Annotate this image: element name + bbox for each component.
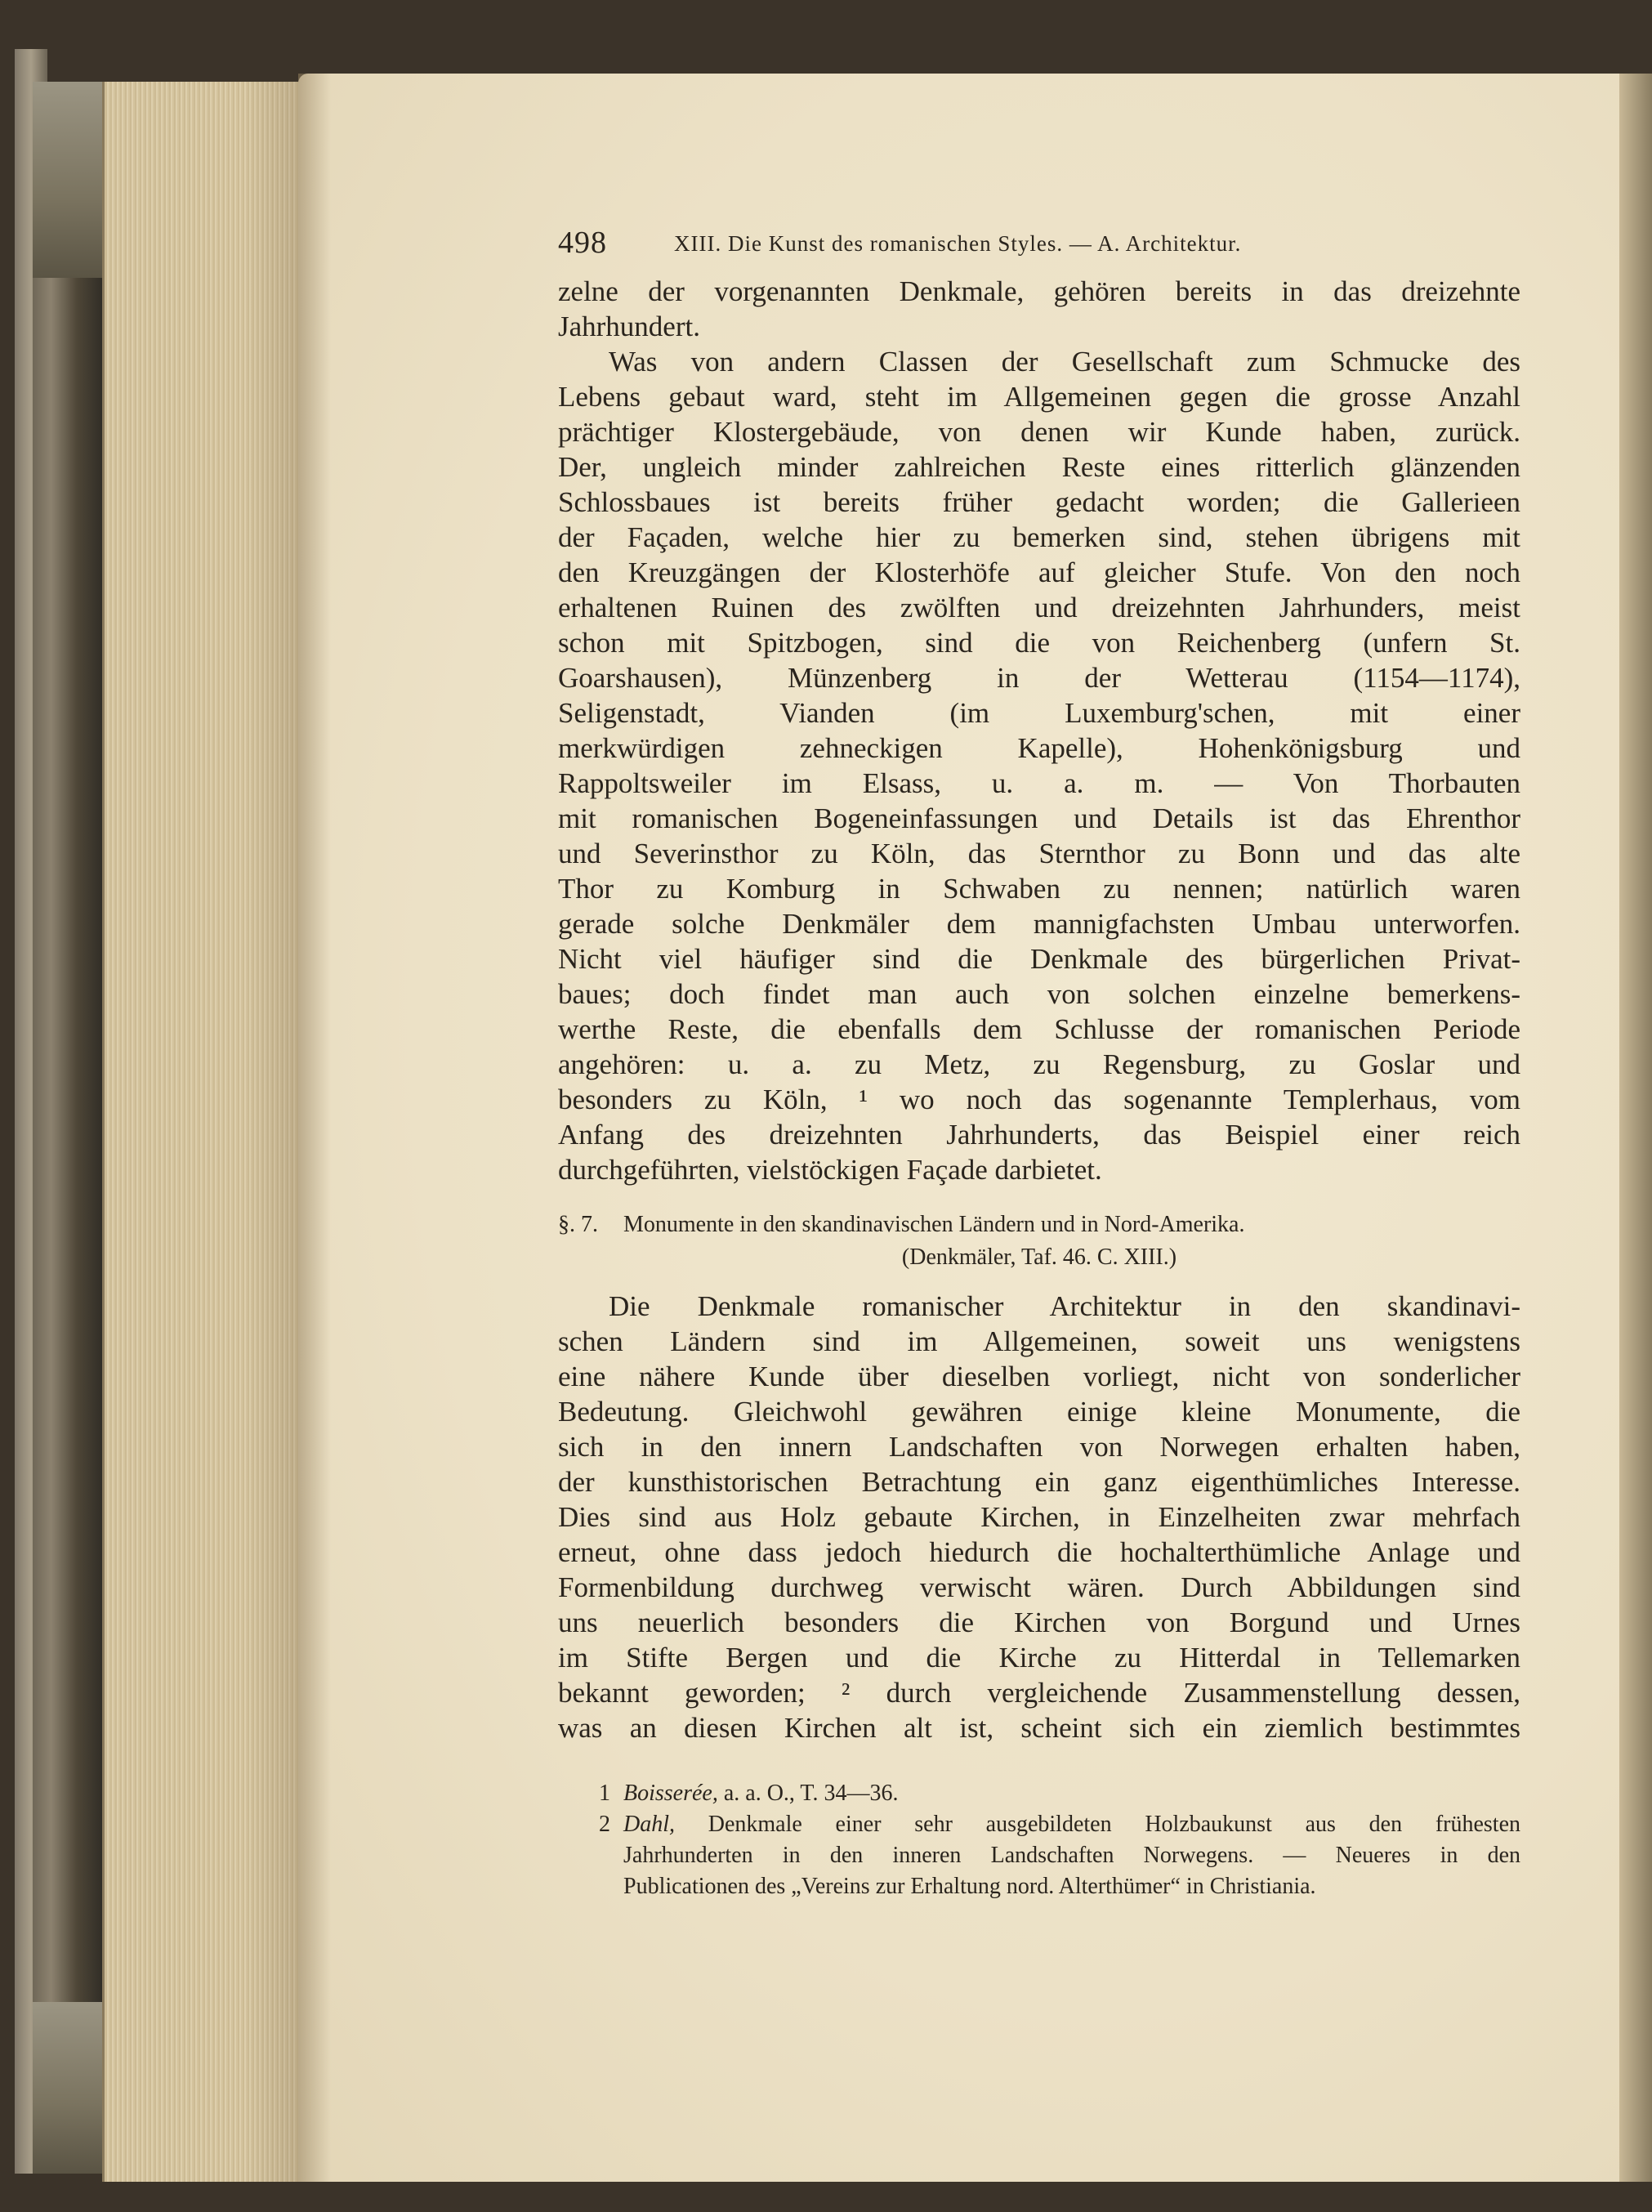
text-line: zelne der vorgenannten Denkmale, gehören bereits in das dreizehnte xyxy=(558,275,1520,307)
footnote-1 xyxy=(558,1778,1520,1809)
text-line: was an diesen Kirchen alt ist, scheint sich ein ziemlich bestimmtes xyxy=(558,1712,1520,1744)
text-line: Dies sind aus Holz gebaute Kirchen, in Einzelheiten zwar mehrfach xyxy=(558,1501,1520,1533)
footnote-author: Boisserée, xyxy=(623,1781,718,1806)
text-line: Rappoltsweiler im Elsass, u. a. m. — Von Thorbauten xyxy=(558,767,1520,799)
text-line: schen Ländern sind im Allgemeinen, soweit uns wenigstens xyxy=(558,1325,1520,1357)
text-line: durchgeführten, vielstöckigen Façade darbietet. xyxy=(558,1154,1102,1186)
body-paragraph-1 xyxy=(558,274,1520,1187)
text-line: mit romanischen Bogeneinfassungen und Details ist das Ehrenthor xyxy=(558,802,1520,834)
section-number: §. 7. xyxy=(558,1212,598,1237)
text-line: Lebens gebaut ward, steht im Allgemeinen gegen die grosse Anzahl xyxy=(558,381,1520,413)
text-line: Schlossbaues ist bereits früher gedacht worden; die Gallerieen xyxy=(558,486,1520,518)
footnote-text: a. a. O., T. 34—36. xyxy=(723,1781,899,1806)
text-line: und Severinsthor zu Köln, das Sternthor zu Bonn und das alte xyxy=(558,838,1520,869)
text-line: Thor zu Komburg in Schwaben zu nennen; natürlich waren xyxy=(558,873,1520,905)
page-gutter xyxy=(298,74,331,2182)
text-line: uns neuerlich besonders die Kirchen von Borgund und Urnes xyxy=(558,1606,1520,1638)
text-line: gerade solche Denkmäler dem mannigfachsten Umbau unterworfen. xyxy=(558,908,1520,940)
page-number: 498 xyxy=(558,226,607,260)
page-header xyxy=(558,225,1520,274)
footnote-gap xyxy=(558,1745,1520,1778)
page-stack-shadow xyxy=(245,82,302,2182)
text-line: schon mit Spitzbogen, sind die von Reichenberg (unfern St. xyxy=(558,627,1520,659)
text-line: Der, ungleich minder zahlreichen Reste eines ritterlich glänzenden xyxy=(558,451,1520,483)
text-line: besonders zu Köln, ¹ wo noch das sogenannte Templerhaus, vom xyxy=(558,1084,1520,1115)
text-line: Was von andern Classen der Gesellschaft zum Schmucke des xyxy=(609,346,1520,378)
section-heading xyxy=(558,1209,1520,1241)
footnote-author: Dahl, xyxy=(623,1812,675,1837)
text-line: Jahrhundert. xyxy=(558,311,700,342)
running-head: XIII. Die Kunst des romanischen Styles. — A. Architektur. xyxy=(674,231,1242,256)
text-line: merkwürdigen zehneckigen Kapelle), Hohenkönigsburg und xyxy=(558,732,1520,764)
footnote-marker: 2 xyxy=(599,1812,610,1837)
text-line: den Kreuzgängen der Klosterhöfe auf gleicher Stufe. Von den noch xyxy=(558,556,1520,588)
book-cover xyxy=(33,82,109,2174)
section-subtitle: (Denkmäler, Taf. 46. C. XIII.) xyxy=(901,1245,1177,1270)
text-line: Anfang des dreizehnten Jahrhunderts, das Beispiel einer reich xyxy=(558,1119,1520,1151)
text-line: im Stifte Bergen und die Kirche zu Hitterdal in Tellemarken xyxy=(558,1642,1520,1674)
footnotes xyxy=(558,1778,1520,1902)
page-text xyxy=(558,225,1520,1902)
text-line: sich in den innern Landschaften von Norwegen erhalten haben, xyxy=(558,1431,1520,1463)
text-line: Goarshausen), Münzenberg in der Wetterau (1154—1174), xyxy=(558,662,1520,694)
text-line: der kunsthistorischen Betrachtung ein ganz eigenthümliches Interesse. xyxy=(558,1466,1520,1498)
section-title: Monumente in den skandinavischen Ländern und in Nord-Amerika. xyxy=(623,1212,1245,1237)
footnote-2-line-3: Publicationen des „Vereins zur Erhaltung nord. Alterthümer“ in Christiania. xyxy=(623,1874,1316,1899)
text-line: erneut, ohne dass jedoch hiedurch die hochalterthümliche Anlage und xyxy=(558,1536,1520,1568)
text-line: angehören: u. a. zu Metz, zu Regensburg, zu Goslar und xyxy=(558,1048,1520,1080)
footnote-2 xyxy=(558,1809,1520,1840)
text-line: Nicht viel häufiger sind die Denkmale des bürgerlichen Privat- xyxy=(558,943,1520,975)
text-line: Bedeutung. Gleichwohl gewähren einige kleine Monumente, die xyxy=(558,1396,1520,1428)
footnote-2-line-2: Jahrhunderten in den inneren Landschaften Norwegens. — Neueres in den xyxy=(623,1843,1520,1868)
text-line: werthe Reste, die ebenfalls dem Schlusse der romanischen Periode xyxy=(558,1013,1520,1045)
text-line: der Façaden, welche hier zu bemerken sind, stehen übrigens mit xyxy=(558,521,1520,553)
text-line: bekannt geworden; ² durch vergleichende Zusammenstellung dessen, xyxy=(558,1677,1520,1709)
text-line: Formenbildung durchweg verwischt wären. Durch Abbildungen sind xyxy=(558,1571,1520,1603)
footnote-text: Denkmale einer sehr ausgebildeten Holzbaukunst aus den frühesten xyxy=(708,1812,1521,1837)
text-line: prächtiger Klostergebäude, von denen wir Kunde haben, zurück. xyxy=(558,416,1520,448)
body-paragraph-2 xyxy=(558,1289,1520,1745)
text-line: erhaltenen Ruinen des zwölften und dreizehnten Jahrhunders, meist xyxy=(558,592,1520,623)
text-line: Seligenstadt, Vianden (im Luxemburg'schen, mit einer xyxy=(558,697,1520,729)
text-line: baues; doch findet man auch von solchen einzelne bemerkens- xyxy=(558,978,1520,1010)
next-page-edge xyxy=(1619,74,1652,2182)
text-line: Die Denkmale romanischer Architektur in den skandinavi- xyxy=(609,1290,1520,1322)
footnote-marker: 1 xyxy=(599,1781,610,1806)
text-line: eine nähere Kunde über dieselben vorliegt, nicht von sonderlicher xyxy=(558,1361,1520,1392)
